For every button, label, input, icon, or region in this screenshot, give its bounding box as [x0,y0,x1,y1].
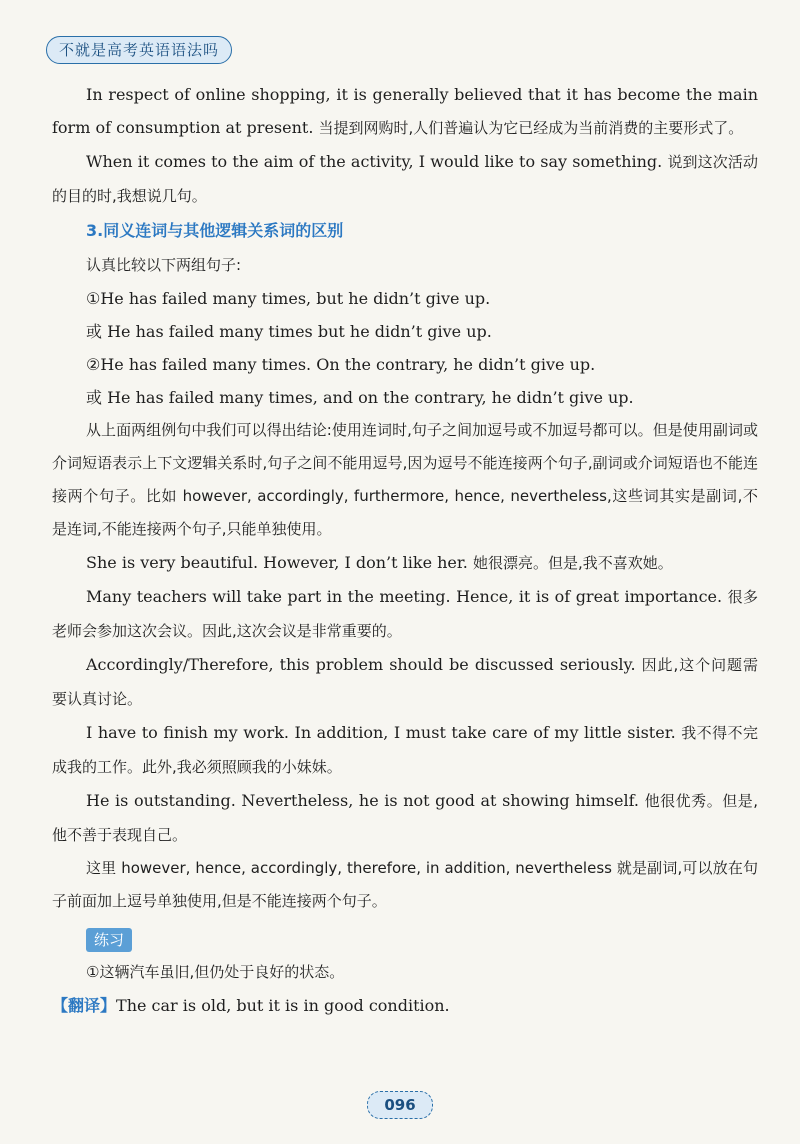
sentence-en: In respect of online shopping, it is generally believed that it has become the main form of consumption at present. [52,85,758,137]
sentence-zh: 说到这次活动的目的时,我想说几句。 [52,153,758,205]
example-2-alternative: 或 He has failed many times, and on the contrary, he didn’t give up. [86,388,634,407]
sentence-en: He is outstanding. Nevertheless, he is not good at showing himself. [86,791,640,810]
example-1: ①He has failed many times, but he didn’t give up. [86,289,491,308]
sentence-en: Accordingly/Therefore, this problem should be discussed seriously. [86,655,636,674]
translation-tag: 【翻译】 [52,996,117,1015]
section-intro: 认真比较以下两组句子: [86,256,242,274]
example-sentence [52,648,758,716]
exercise-answer [52,989,758,1022]
example-sentence [52,716,758,784]
sentence-zh: 他很优秀。但是,他不善于表现自己。 [52,792,758,844]
example-2: ②He has failed many times. On the contrary, he didn’t give up. [86,355,596,374]
book-title-tag: 不就是高考英语语法吗 [46,36,232,64]
example-sentence [52,580,758,648]
conclusion-paragraph: 从上面两组例句中我们可以得出结论:使用连词时,句子之间加逗号或不加逗号都可以。但是使用副词或介词短语表示上下文逻辑关系时,句子之间不能用逗号,因为逗号不能连接两个句子,副词或介词短语也不能连接两个句子。比如 however, accordingly, furthermore, hence, nevertheless,这些词其实是副词,不是连词,不能连接两个句子,只能单独使用。 [52,421,758,538]
example-1-alternative: 或 He has failed many times but he didn’t give up. [86,322,492,341]
page-number: 096 [367,1091,433,1119]
sentence-zh: 很多老师会参加这次会议。因此,这次会议是非常重要的。 [52,588,758,640]
sentence-zh: 当提到网购时,人们普遍认为它已经成为当前消费的主要形式了。 [318,119,744,137]
sentence-en: When it comes to the aim of the activity, I would like to say something. [86,152,663,171]
section-heading: 3.同义连词与其他逻辑关系词的区别 [86,221,344,240]
sentence-zh: 因此,这个问题需要认真讨论。 [52,656,758,708]
exercise-question: ①这辆汽车虽旧,但仍处于良好的状态。 [86,963,345,981]
sentence-en: I have to finish my work. In addition, I must take care of my little sister. [86,723,676,742]
sentence-en: She is very beautiful. However, I don’t like her. [86,553,468,572]
page-content [52,78,758,1022]
answer-text: The car is old, but it is in good condition. [116,996,450,1015]
sentence-en: Many teachers will take part in the meeting. Hence, it is of great importance. [86,587,723,606]
sentence-zh: 我不得不完成我的工作。此外,我必须照顾我的小妹妹。 [52,724,758,776]
paragraph-online-shopping [52,78,758,145]
exercise-badge: 练习 [86,928,132,952]
example-sentence [52,784,758,852]
sentence-zh: 她很漂亮。但是,我不喜欢她。 [472,554,673,572]
paragraph-aim-of-activity [52,145,758,213]
summary-paragraph: 这里 however, hence, accordingly, therefore, in addition, nevertheless 就是副词,可以放在句子前面加上逗号单独使用,但是不能连接两个句子。 [52,859,758,910]
example-sentence [52,546,758,580]
